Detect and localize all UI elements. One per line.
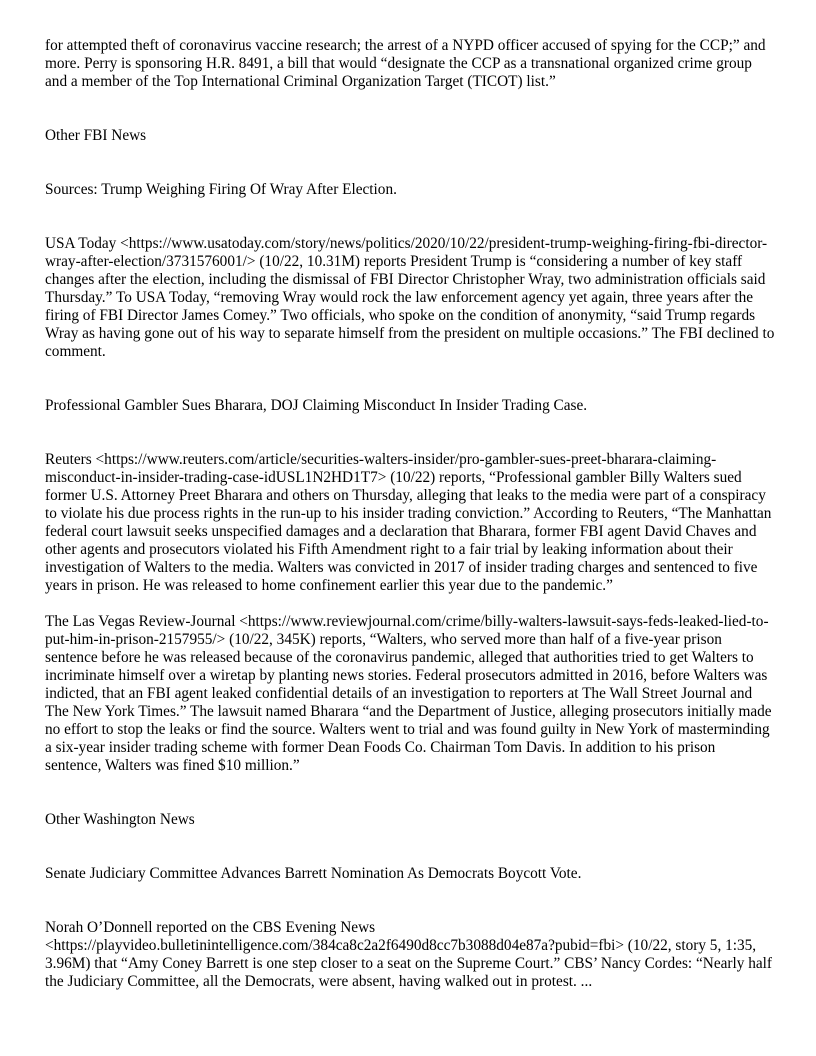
section-heading-other-fbi-news: Other FBI News [45,127,147,144]
headline-barrett-nomination: Senate Judiciary Committee Advances Barrett Nomination As Democrats Boycott Vote. [45,865,582,882]
paragraph-cbs-evening-news: Norah O’Donnell reported on the CBS Evening News <https://playvideo.bulletinintelligence.com/384ca8c2a2f6490d8cc7b3088d04e87a?pubid=fbi> (10/22, story 5, 1:35, 3.96M) that “Amy Coney Barrett is one step closer to a seat on the Supreme Court.” CBS’ Nancy Cordes: “Nearly half the Judiciary Committee, all the Democrats, were absent, having walked out in protest. ... [45,919,772,990]
headline-gambler-sues-bharara: Professional Gambler Sues Bharara, DOJ Claiming Misconduct In Insider Trading Case. [45,397,588,414]
paragraph-usa-today: USA Today <https://www.usatoday.com/story/news/politics/2020/10/22/president-trump-weighing-firing-fbi-director-wray-after-election/3731576001/> (10/22, 10.31M) reports President Trump is “considering a number of key staff changes after the election, including the dismissal of FBI Director Christopher Wray, two administration officials said Thursday.” To USA Today, “removing Wray would rock the law enforcement agency yet again, three years after the firing of FBI Director James Comey.” Two officials, who spoke on the condition of anonymity, “said Trump regards Wray as having gone out of his way to separate himself from the president on multiple occasions.” The FBI declined to comment. [45,235,775,360]
paragraph-reuters: Reuters <https://www.reuters.com/article/securities-walters-insider/pro-gambler-sues-preet-bharara-claiming-misconduct-in-insider-trading-case-idUSL1N2HD1T7> (10/22) reports, “Professional gambler Billy Walters sued former U.S. Attorney Preet Bharara and others on Thursday, alleging that leaks to the media were part of a conspiracy to violate his due process rights in the run-up to his insider trading conviction.” According to Reuters, “The Manhattan federal court lawsuit seeks unspecified damages and a declaration that Bharara, former FBI agent David Chaves and other agents and prosecutors violated his Fifth Amendment right to a fair trial by leaking information about their investigation of Walters to the media. Walters was convicted in 2017 of insider trading charges and sentenced to five years in prison. He was released to home confinement earlier this year due to the pandemic.” [45,451,772,594]
paragraph-ccp-continuation: for attempted theft of coronavirus vaccine research; the arrest of a NYPD officer accused of spying for the CCP;” and more. Perry is sponsoring H.R. 8491, a bill that would “designate the CCP as a transnational organized crime group and a member of the Top International Criminal Organization Target (TICOT) list.” [45,37,766,90]
section-heading-other-washington-news: Other Washington News [45,811,195,828]
paragraph-review-journal: The Las Vegas Review-Journal <https://www.reviewjournal.com/crime/billy-walters-lawsuit-says-feds-leaked-lied-to-put-him-in-prison-2157955/> (10/22, 345K) reports, “Walters, who served more than half of a five-year prison sentence before he was released because of the coronavirus pandemic, alleged that authorities tried to get Walters to incriminate himself over a wiretap by planting news stories. Federal prosecutors admitted in 2016, before Walters was indicted, that an FBI agent leaked confidential details of an investigation to reporters at The Wall Street Journal and The New York Times.” The lawsuit named Bharara “and the Department of Justice, alleging prosecutors initially made no effort to stop the leaks or find the source. Walters went to trial and was found guilty in New York of masterminding a six-year insider trading scheme with former Dean Foods Co. Chairman Tom Davis. In addition to his prison sentence, Walters was fined $10 million.” [45,613,772,774]
document-page [45,37,775,991]
headline-trump-wray: Sources: Trump Weighing Firing Of Wray After Election. [45,181,397,198]
